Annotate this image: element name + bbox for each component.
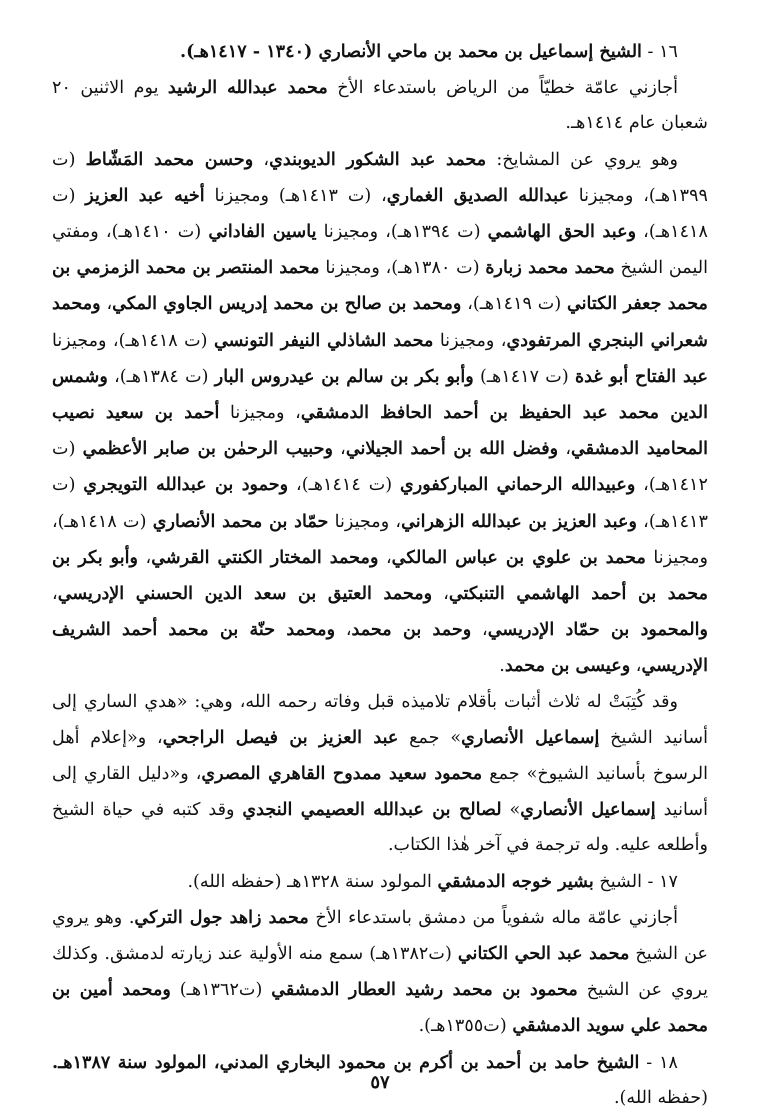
bold-name-span: وعبد العزيز بن عبدالله الزهراني [401,510,637,532]
bold-name-span: ومحمد أمين بن محمد علي سويد الدمشقي [52,979,708,1037]
bold-name-span: الشيخ إسماعيل بن محمد بن ماحي الأنصاري (١٣٤٠ - ١٤١٧هـ). [179,41,642,62]
text-span: (ت ١٤١٧هـ) [473,366,575,387]
text-span: (ت١٣٦٢هـ) [170,980,272,1001]
text-span: (ت ١٣٨٤هـ)، [107,366,215,387]
text-span: » جمع [398,727,462,748]
paragraph-6 [52,900,708,1045]
paragraph-2 [52,70,708,141]
bold-name-span: ومحمد حنّة بن محمد أحمد الشريف الإدريسي [52,619,708,677]
bold-name-span: حمّاد بن محمد الأنصاري [152,510,329,532]
bold-name-span: ومحمد شعراني البنجري المرتفودي [52,293,708,351]
bold-name-span: لصالح بن عبدالله العصيمي النجدي [242,799,502,821]
bold-name-span: وشمس الدين محمد عبد الحفيظ بن أحمد الحافظ الدمشقي [52,365,708,424]
text-span: (ت ١٤١٤هـ)، [288,475,401,496]
text-span: . [499,656,505,677]
bold-name-span: محمد محمد زبارة [485,257,615,279]
paragraph-3 [52,142,708,685]
text-span: يوم الاثنين ٢٠ شعبان عام ١٤١٤هـ. [52,78,708,134]
text-span: (ت ١٣٩٤هـ)، ومجيزنا [316,222,488,243]
text-span: ، و«دليل القاري إلى أسانيد [52,764,708,821]
paragraph-4 [52,685,708,864]
bold-name-span: وعيسى بن محمد [504,655,631,677]
bold-name-span: بشير خوجه الدمشقي [437,870,594,892]
bold-name-span: وعبيدالله الرحماني المباركفوري [400,474,636,496]
bold-name-span: إسماعيل الأنصاري [520,799,656,821]
text-span: (ت ١٣٨٠هـ)، ومجيزنا [319,258,486,279]
bold-name-span: محمد زاهد جول التركي [134,906,309,928]
text-span: (ت ١٤١٨هـ)، [52,185,708,243]
bold-name-span: والمحمود بن حمّاد الإدريسي [487,619,708,641]
bold-name-span: محمد عبدالله الرشيد [167,77,328,99]
bold-name-span: عبد الفتاح أبو غدة [574,365,708,387]
text-span: ، [52,584,58,605]
text-span: وقد كتبه في حياة الشيخ وأطلعه عليه. وله ترجمة في آخر هٰذا الكتاب. [52,800,708,856]
bold-name-span: وحمد بن محمد [351,619,472,641]
text-span: ، [378,547,392,568]
bold-name-span: وأبو بكر بن محمد بن أحمد الهاشمي التنبكتي [52,546,708,605]
bold-name-span: وعبد الحق الهاشمي [487,221,637,243]
text-span: ١٦ - [641,42,678,62]
text-span: ، [253,149,270,170]
paragraph-5 [52,864,708,900]
bold-name-span: الشيخ حامد بن أحمد بن أكرم بن محمود البخاري المدني، المولود سنة ١٣٨٧هـ. [52,1051,640,1073]
bold-name-span: محمد عبد الشكور الديوبندي [269,148,487,170]
page-body [52,34,708,1116]
text-span: (ت ١٣٩٩هـ)، ومجيزنا [52,149,708,206]
text-span: (ت١٣٥٥هـ). [418,1016,513,1037]
text-span: (ت ١٤١٢هـ)، [52,439,708,496]
bold-name-span: ومحمد المختار الكنتي القرشي [151,546,379,568]
text-span: (ت ١٤١٠هـ)، ومفتي اليمن الشيخ [52,222,708,279]
bold-name-span: عبد العزيز بن فيصل الراجحي [162,726,399,748]
text-span: (ت ١٤١٨هـ)، ومجيزنا [52,330,214,351]
bold-name-span: وحمود بن عبدالله التويجري [83,474,289,496]
text-span: ، و«إعلام أهل الرسوخ بأسانيد الشيوخ» جمع [52,727,708,785]
text-span: ، ومجيزنا [219,403,301,424]
text-span: » [501,800,521,821]
bold-name-span: وحسن محمد المَشّاط [85,148,254,170]
bold-name-span: محمد المنتصر بن محمد الزمزمي بن محمد جعفر الكتاني [52,257,708,315]
bold-name-span: محمد الشاذلي النيفر التونسي [213,329,434,351]
text-span: . وهو يروي عن الشيخ [52,907,708,965]
text-span: (ت١٣٨٢هـ) سمع منه الأولية عند زيارته لدمشق. وكذلك يروي عن الشيخ [52,944,708,1001]
text-span: ، ومجيزنا [328,511,402,532]
text-span: ، (ت ١٤١٣هـ) ومجيزنا [204,185,387,206]
text-span: ، [333,439,346,460]
text-span: ، [432,584,449,605]
text-span: (ت ١٤١٣هـ)، [52,475,708,532]
text-span: ، [100,294,113,315]
text-span: ، [558,439,571,460]
bold-name-span: ياسين الفاداني [208,221,317,243]
text-span: أجازني عامّة ماله شفوياً من دمشق باستدعاء الأخ [308,907,679,928]
text-span: أجازني عامّة خطيّاً من الرياض باستدعاء الأخ [327,78,678,99]
text-span: (ت ١٤١٩هـ)، [461,294,567,315]
bold-name-span: محمد عبد الحي الكتاني [457,943,630,965]
text-span: وهو يروي عن المشايخ: [486,149,678,170]
text-span: (ت ١٤١٨هـ)، ومجيزنا [52,511,708,568]
text-span: ، [630,656,642,677]
text-span: ، [138,547,152,568]
text-span: ١٧ - الشيخ [593,871,678,892]
paragraph-1 [52,34,708,70]
bold-name-span: ومحمد العتيق بن سعد الدين الحسني الإدريسي [57,583,433,605]
bold-name-span: عبدالله الصديق الغماري [386,184,569,206]
page-number: ٥٧ [370,1072,390,1093]
text-span: ، ومجيزنا [433,330,507,351]
text-span: المولود سنة ١٣٢٨هـ (حفظه الله). [187,871,438,892]
bold-name-span: محمود بن محمد رشيد العطار الدمشقي [271,979,578,1001]
bold-name-span: محمود سعيد ممدوح القاهري المصري [201,763,483,785]
bold-name-span: إسماعيل الأنصاري [461,726,600,748]
text-span: ، [335,620,352,641]
bold-name-span: محمد بن علوي بن عباس المالكي [391,546,646,568]
text-span: ١٨ - [639,1052,678,1073]
text-span: ، [471,620,488,641]
bold-name-span: أحمد بن سعيد نصيب المحاميد الدمشقي [52,402,708,460]
bold-name-span: وأبو بكر بن سالم بن عيدروس البار [214,365,474,387]
bold-name-span: وفضل الله بن أحمد الجيلاني [345,438,559,460]
text-span: وقد كُتِبَتْ له ثلاث أثبات بأقلام تلاميذه قبل وفاته رحمه الله، وهي: «هدي الساري إلى أسانيد الشيخ [52,691,708,748]
bold-name-span: ومحمد بن صالح بن محمد إدريس الجاوي المكي [112,293,462,315]
bold-name-span: أخيه عبد العزيز [85,184,205,206]
text-span: (حفظه الله). [613,1087,708,1108]
bold-name-span: وحبيب الرحمٰن بن صابر الأعظمي [82,438,333,460]
